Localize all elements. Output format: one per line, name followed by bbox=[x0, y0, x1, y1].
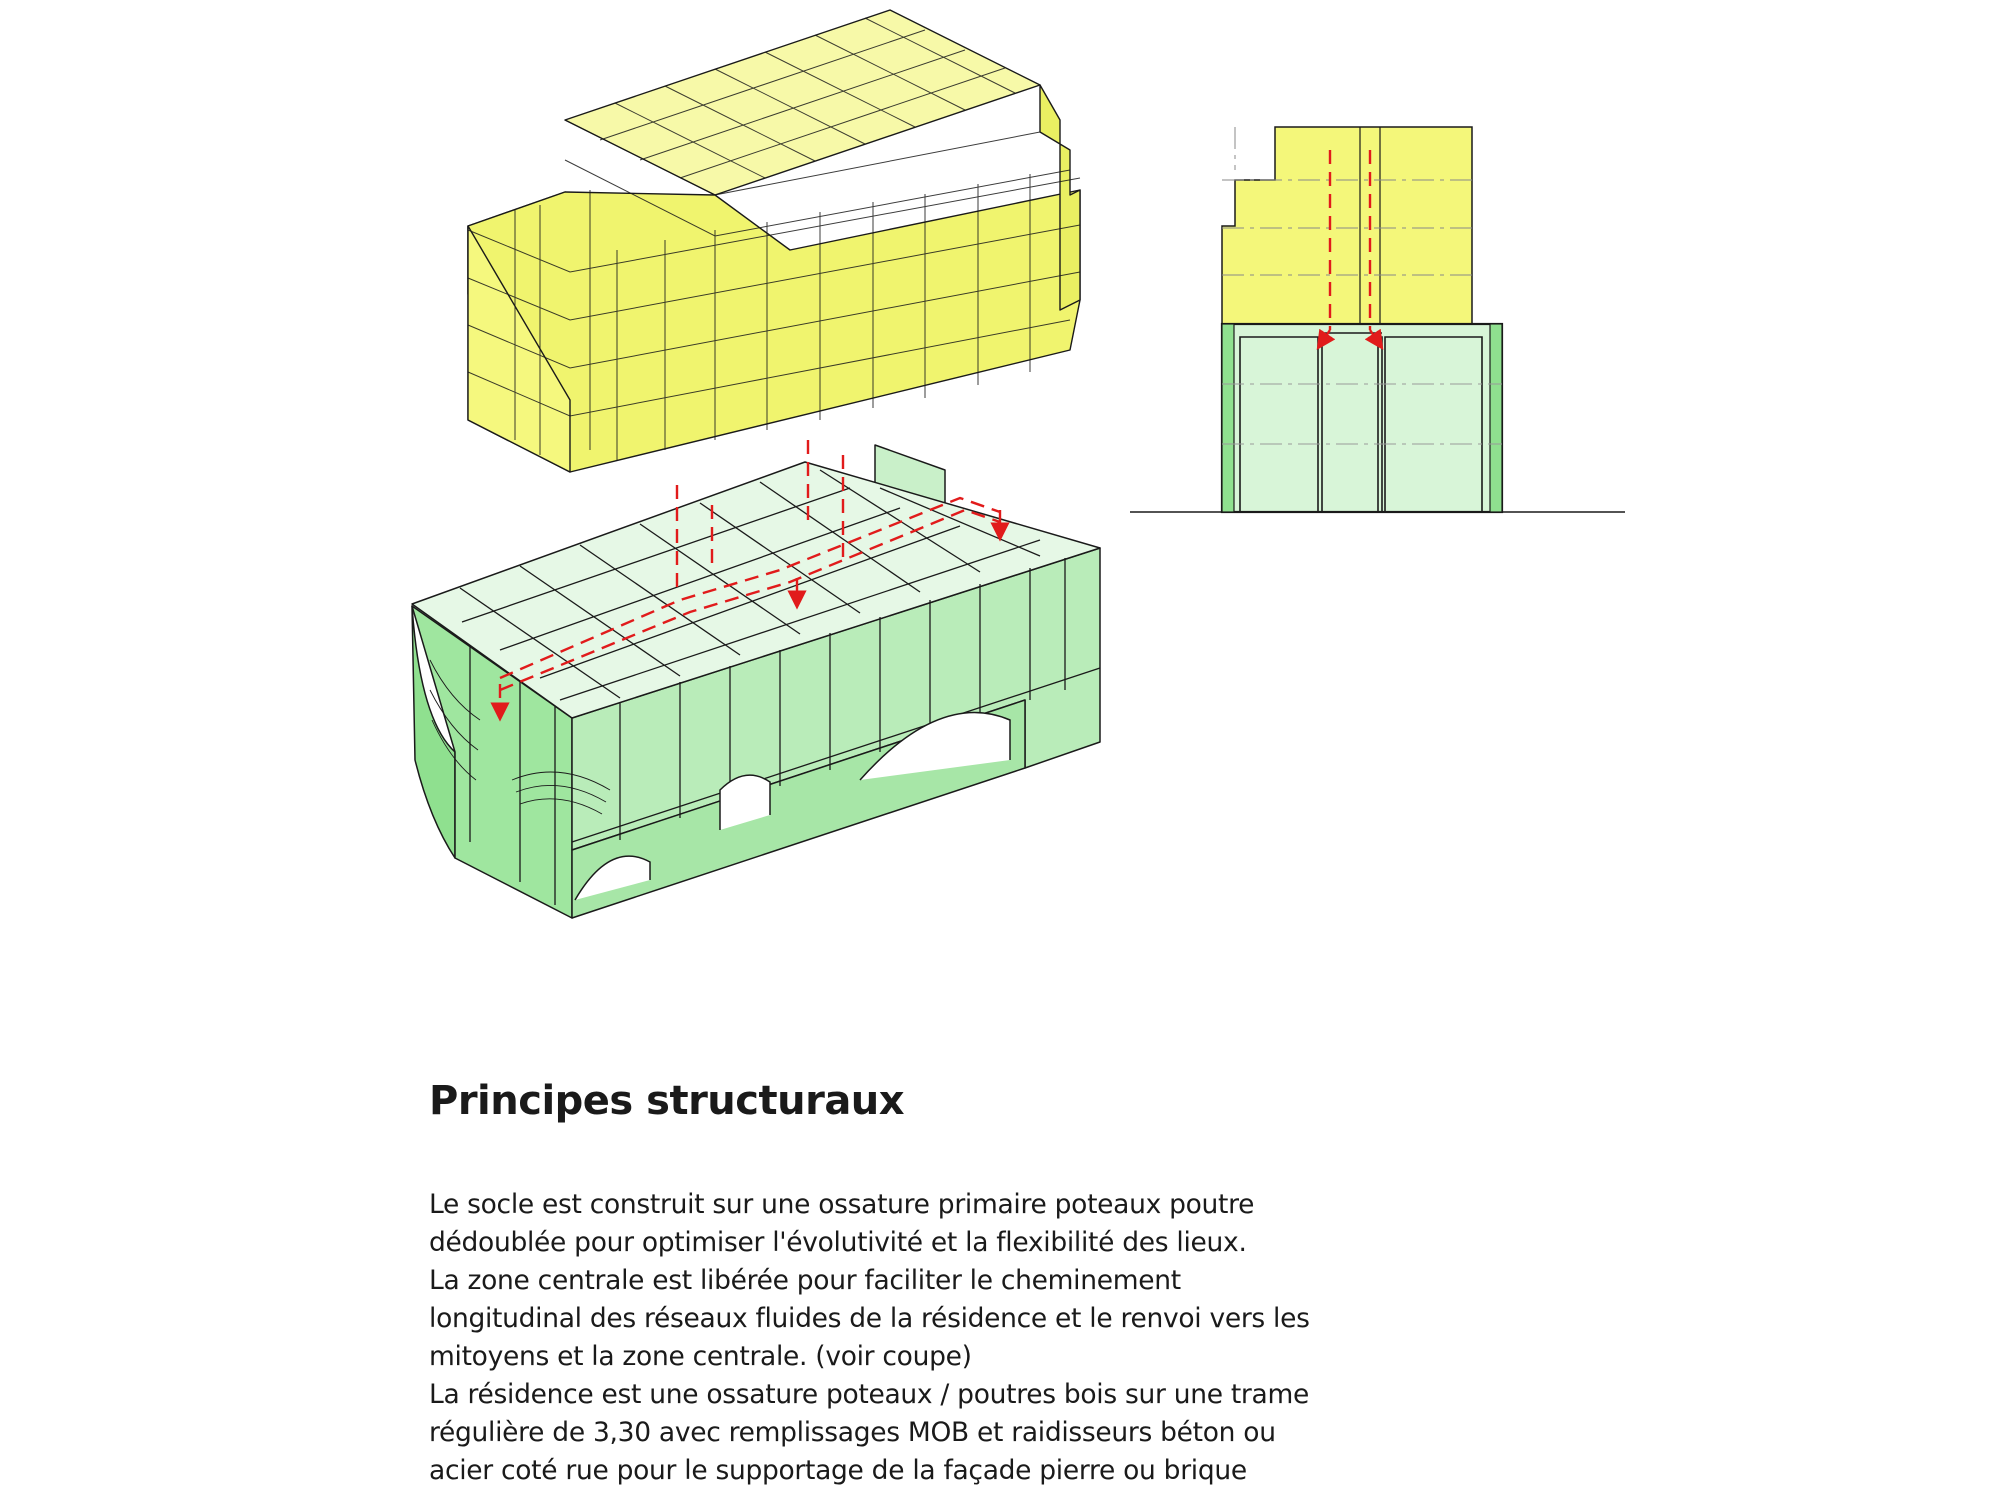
section-socle bbox=[1222, 324, 1502, 512]
description-line: régulière de 3,30 avec remplissages MOB et raidisseurs béton ou bbox=[429, 1417, 1276, 1448]
description-line: longitudinal des réseaux fluides de la résidence et le renvoi vers les bbox=[429, 1303, 1310, 1334]
section-residence bbox=[1222, 127, 1472, 324]
description-line: mitoyens et la zone centrale. (voir coupe) bbox=[429, 1341, 972, 1372]
description-paragraph bbox=[429, 1186, 1389, 1490]
description-line: La zone centrale est libérée pour faciliter le cheminement bbox=[429, 1265, 1181, 1296]
socle-concrete-base bbox=[412, 445, 1100, 918]
description-line: La résidence est une ossature poteaux / poutres bois sur une trame bbox=[429, 1379, 1309, 1410]
section-heading: Principes structuraux bbox=[429, 1078, 905, 1124]
description-line: acier coté rue pour le supportage de la façade pierre ou brique bbox=[429, 1455, 1247, 1486]
description-line: dédoublée pour optimiser l'évolutivité et la flexibilité des lieux. bbox=[429, 1227, 1247, 1258]
residence-top-face bbox=[565, 10, 1040, 195]
section-coupe bbox=[1130, 127, 1625, 512]
description-line: Le socle est construit sur une ossature primaire poteaux poutre bbox=[429, 1189, 1255, 1220]
